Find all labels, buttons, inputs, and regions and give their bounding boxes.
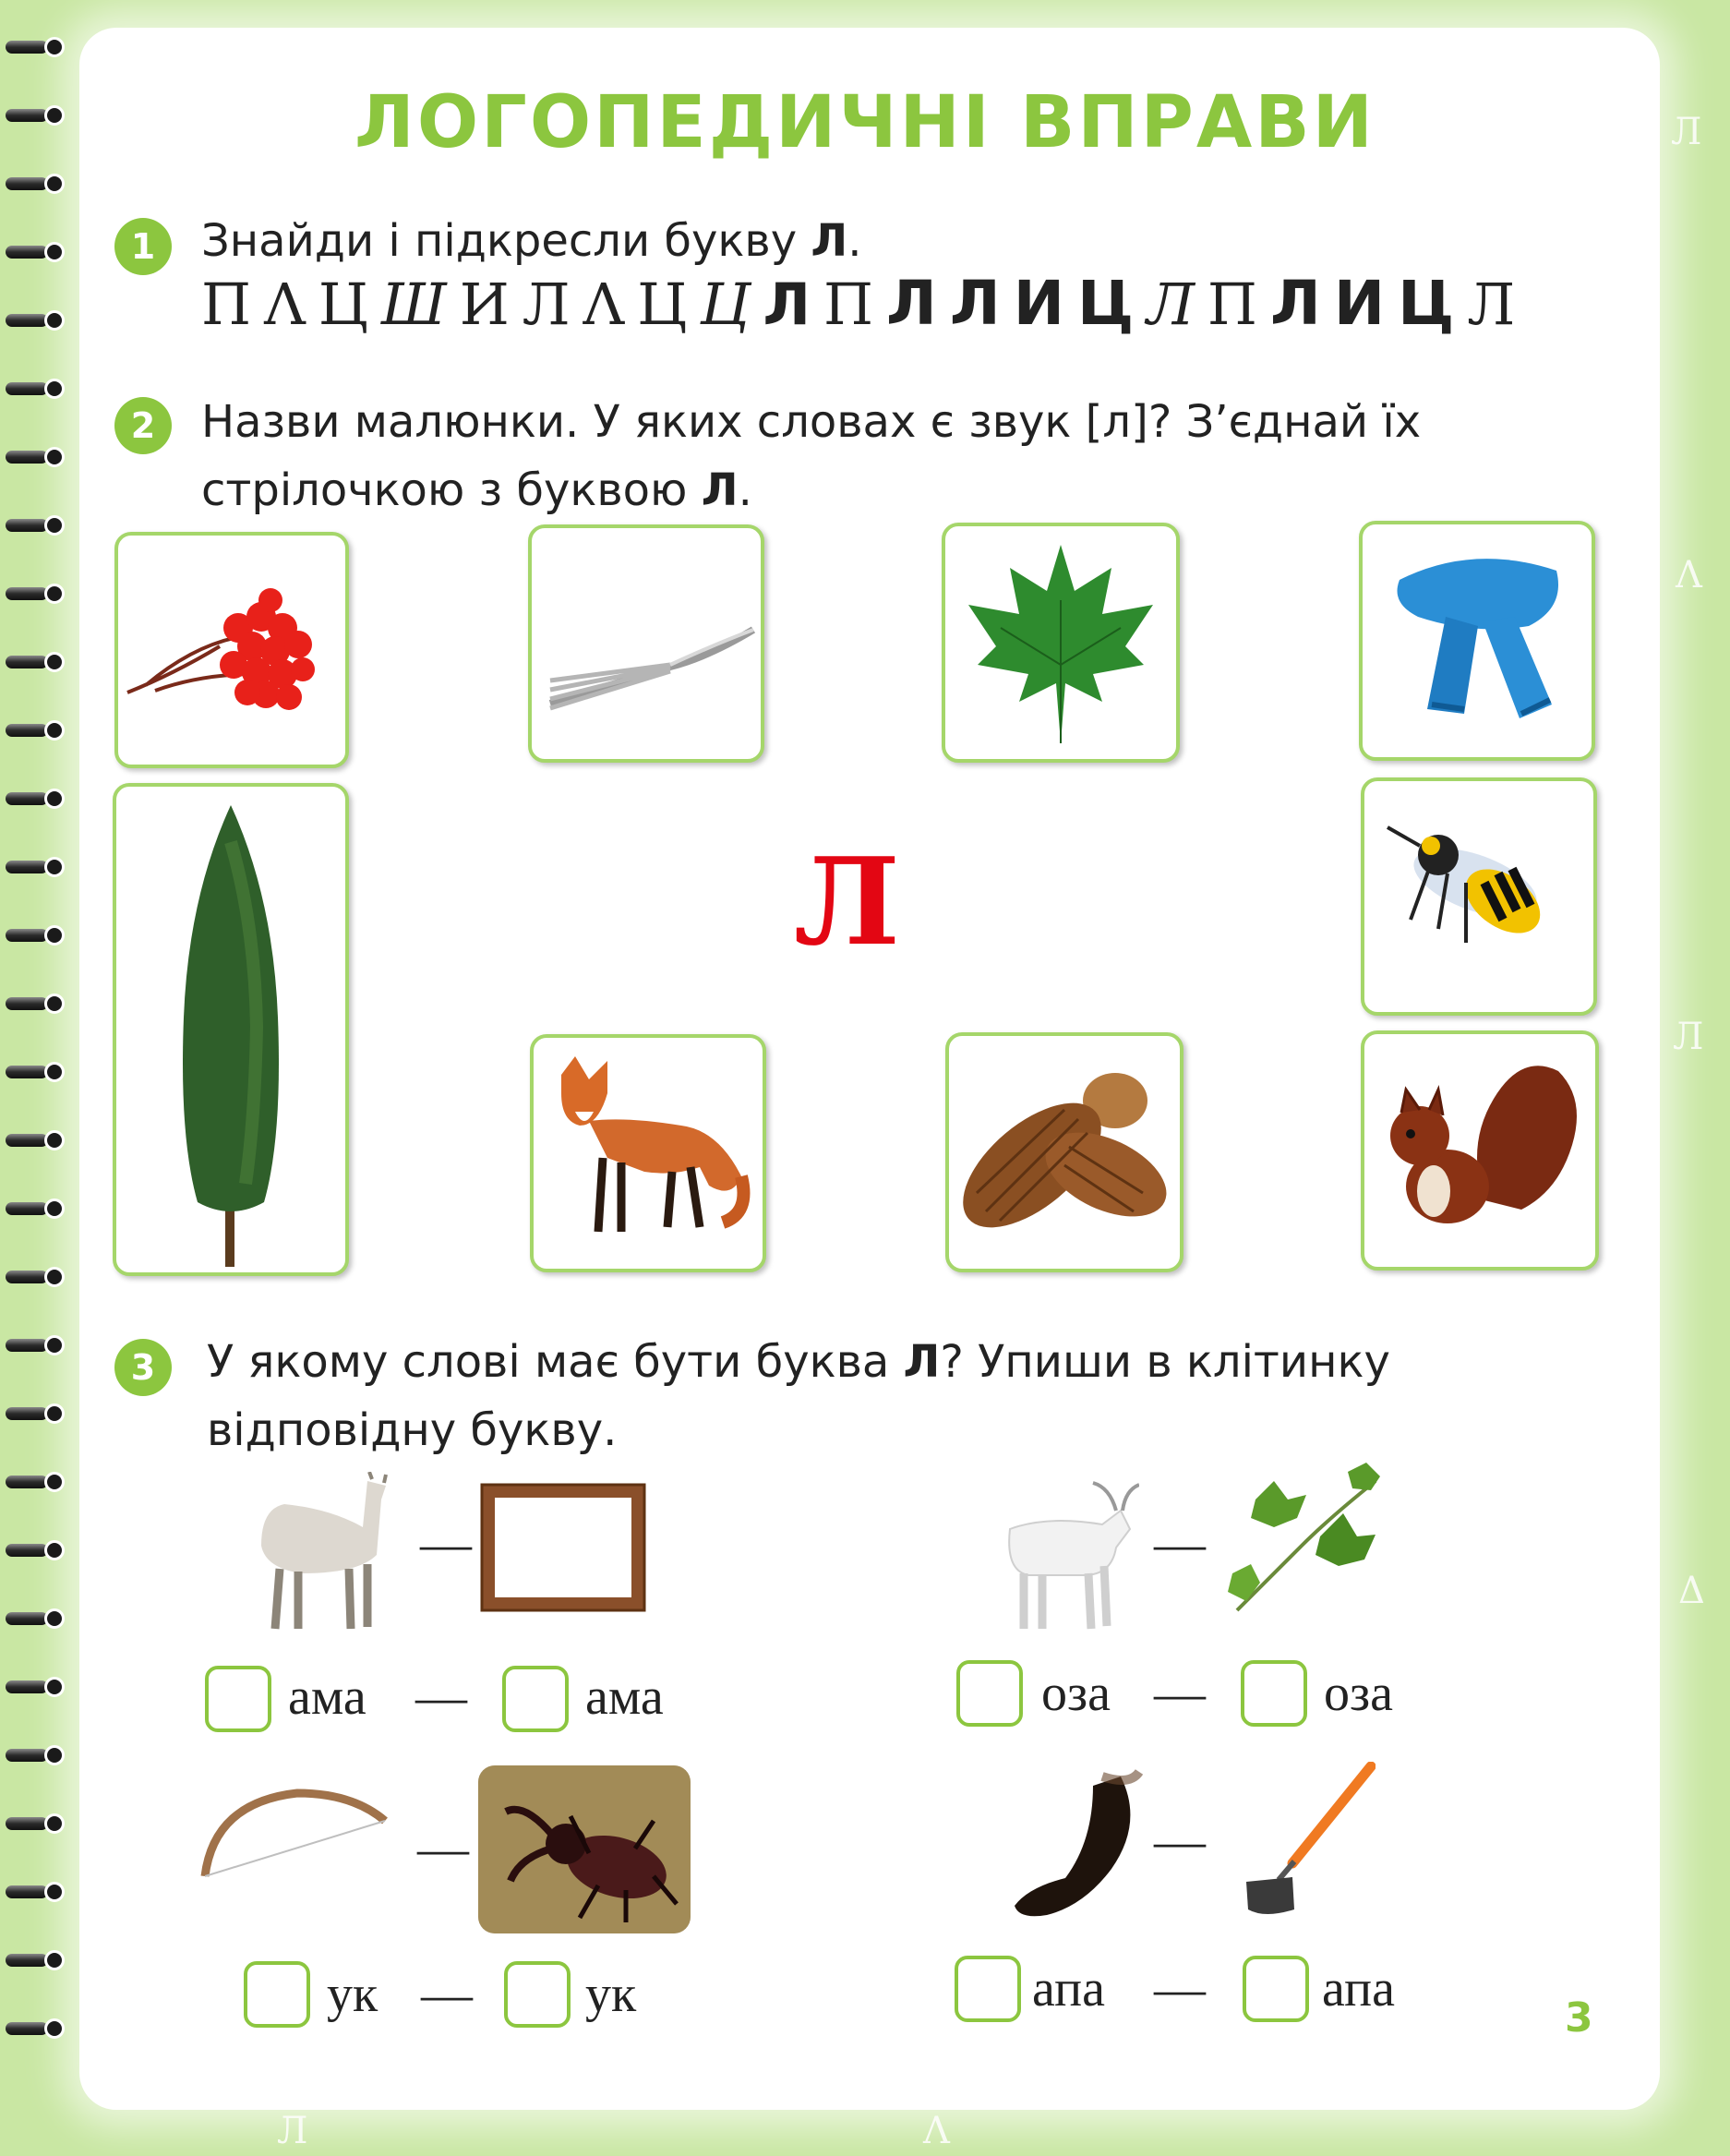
sequence-letter[interactable]: Ц xyxy=(637,271,688,338)
dash: — xyxy=(421,1966,473,2023)
coil-wire xyxy=(6,1612,48,1625)
dash: — xyxy=(420,1515,472,1572)
instruction-text: У якому слові має бути буква xyxy=(207,1336,904,1388)
instruction-letter: Л xyxy=(903,1336,941,1388)
maple-leaf-image xyxy=(945,526,1176,759)
coil-hole xyxy=(44,37,65,57)
coil-wire xyxy=(6,792,48,805)
coil-hole xyxy=(44,1335,65,1355)
paw-image xyxy=(1010,1767,1148,1930)
spiral-coil xyxy=(6,1608,63,1629)
coil-hole xyxy=(44,447,65,467)
letter-box[interactable] xyxy=(502,1666,569,1732)
spiral-coil xyxy=(6,1677,63,1697)
decor-letter: Δ xyxy=(1678,1570,1705,1612)
dash: — xyxy=(1154,1960,1206,2017)
poplar-tree-image xyxy=(116,787,345,1272)
spiral-coil xyxy=(6,1813,63,1834)
instruction-text: ? Упиши в клітинку xyxy=(940,1336,1390,1388)
coil-wire xyxy=(6,314,48,327)
exercise-2-instruction-line2 xyxy=(201,454,752,526)
coil-wire xyxy=(6,1885,48,1898)
coil-wire xyxy=(6,1066,48,1078)
coil-wire xyxy=(6,382,48,395)
letter-sequence xyxy=(201,268,1528,339)
coil-hole xyxy=(44,994,65,1014)
coil-hole xyxy=(44,584,65,604)
coil-hole xyxy=(44,1608,65,1629)
sequence-letter[interactable]: П xyxy=(201,271,252,338)
page-title: ЛОГОПЕДИЧНІ ВПРАВИ xyxy=(354,81,1376,164)
coil-hole xyxy=(44,1813,65,1834)
scarf-image xyxy=(1363,524,1592,757)
picture-card-poplar[interactable] xyxy=(113,783,349,1276)
coil-hole xyxy=(44,1267,65,1287)
word-ending: апа xyxy=(1032,1960,1105,2017)
spiral-coil xyxy=(6,1540,63,1560)
dash: — xyxy=(1154,1515,1206,1572)
instruction-letter: Л xyxy=(701,464,739,516)
picture-card-maple-leaf[interactable] xyxy=(942,523,1180,763)
sequence-letter[interactable]: Ц xyxy=(700,271,751,338)
sequence-letter[interactable]: П xyxy=(823,271,874,338)
coil-wire xyxy=(6,1749,48,1762)
coil-wire xyxy=(6,1134,48,1147)
exercise-2-instruction-line1: Назви малюнки. У яких словах є звук [л]? З’єднай їх xyxy=(201,396,1422,448)
spiral-coil xyxy=(6,1267,63,1287)
sequence-letter[interactable]: И xyxy=(1013,268,1064,339)
dash: — xyxy=(415,1668,467,1726)
spiral-coil xyxy=(6,1335,63,1355)
rowan-berries-image xyxy=(118,536,345,765)
bow-image xyxy=(196,1784,390,1885)
coil-hole xyxy=(44,1130,65,1150)
instruction-punct: . xyxy=(738,464,752,516)
coil-wire xyxy=(6,1544,48,1557)
sequence-letter[interactable]: П xyxy=(1207,271,1257,338)
sequence-letter[interactable]: И xyxy=(459,271,510,338)
picture-card-fork[interactable] xyxy=(528,524,764,763)
instruction-text: стрілочкою з буквою xyxy=(201,464,702,516)
goat-image xyxy=(991,1474,1139,1632)
coil-hole xyxy=(44,652,65,672)
sequence-letter[interactable]: Л xyxy=(949,268,1001,339)
squirrel-image xyxy=(1364,1034,1595,1267)
coil-wire xyxy=(6,177,48,190)
pine-cones-image xyxy=(949,1036,1180,1269)
coil-hole xyxy=(44,1745,65,1765)
word-ending: ама xyxy=(288,1668,366,1726)
coil-hole xyxy=(44,857,65,877)
letter-box[interactable] xyxy=(956,1660,1023,1727)
stag-beetle-image xyxy=(478,1765,691,1933)
coil-hole xyxy=(44,310,65,331)
picture-card-wasp[interactable] xyxy=(1361,777,1597,1016)
instruction-letter: Л xyxy=(811,215,848,267)
spiral-coil xyxy=(6,652,63,672)
decor-letter: Л xyxy=(1673,1016,1704,1058)
coil-wire xyxy=(6,1817,48,1830)
sequence-letter[interactable]: Λ xyxy=(583,271,625,338)
spiral-coil xyxy=(6,1198,63,1219)
sequence-letter[interactable]: Л xyxy=(1147,271,1195,338)
spiral-binding xyxy=(0,37,74,2124)
letter-box[interactable] xyxy=(1241,1660,1307,1727)
picture-card-pine-cones[interactable] xyxy=(945,1032,1183,1272)
sequence-letter[interactable]: Ц xyxy=(318,271,368,338)
sequence-letter[interactable]: Л xyxy=(763,271,811,338)
dash: — xyxy=(1154,1813,1206,1870)
letter-box[interactable] xyxy=(244,1961,310,2028)
spiral-coil xyxy=(6,379,63,399)
coil-hole xyxy=(44,1472,65,1492)
coil-hole xyxy=(44,1950,65,1970)
coil-wire xyxy=(6,1954,48,1967)
sequence-letter[interactable]: Ц xyxy=(1398,268,1455,339)
letter-box[interactable] xyxy=(955,1956,1021,2022)
word-ending: оза xyxy=(1041,1665,1111,1722)
picture-card-fox[interactable] xyxy=(530,1034,766,1272)
spiral-coil xyxy=(6,2018,63,2039)
coil-hole xyxy=(44,1062,65,1082)
spiral-coil xyxy=(6,447,63,467)
decor-letter: Λ xyxy=(923,2110,950,2152)
decor-letter: Л xyxy=(1671,111,1702,153)
picture-frame-image xyxy=(478,1481,648,1614)
wasp-image xyxy=(1364,781,1593,1012)
coil-hole xyxy=(44,1198,65,1219)
sequence-letter[interactable]: Ц xyxy=(1076,268,1135,339)
letter-box[interactable] xyxy=(1243,1956,1309,2022)
word-ending: ук xyxy=(327,1966,378,2023)
coil-hole xyxy=(44,242,65,262)
instruction-text: Знайди і підкресли букву xyxy=(201,215,811,267)
coil-wire xyxy=(6,1271,48,1283)
coil-wire xyxy=(6,451,48,464)
coil-hole xyxy=(44,2018,65,2039)
coil-wire xyxy=(6,1475,48,1488)
word-ending: оза xyxy=(1324,1665,1393,1722)
spiral-coil xyxy=(6,37,63,57)
spiral-coil xyxy=(6,310,63,331)
word-ending: ама xyxy=(585,1668,664,1726)
spiral-coil xyxy=(6,1745,63,1765)
spiral-coil xyxy=(6,1950,63,1970)
picture-card-squirrel[interactable] xyxy=(1361,1030,1599,1271)
coil-wire xyxy=(6,246,48,259)
sequence-letter[interactable]: Л xyxy=(886,268,937,339)
dash: — xyxy=(1154,1665,1206,1722)
dash: — xyxy=(417,1820,469,1877)
spiral-coil xyxy=(6,174,63,194)
page-number: 3 xyxy=(1565,1994,1593,2042)
letter-box[interactable] xyxy=(205,1666,271,1732)
coil-wire xyxy=(6,519,48,532)
word-ending: апа xyxy=(1322,1960,1395,2017)
coil-wire xyxy=(6,41,48,54)
sequence-letter[interactable]: Л xyxy=(1270,268,1321,339)
center-letter: Л xyxy=(794,831,900,972)
coil-wire xyxy=(6,997,48,1010)
coil-wire xyxy=(6,724,48,737)
coil-hole xyxy=(44,515,65,536)
spiral-coil xyxy=(6,1130,63,1150)
coil-hole xyxy=(44,1403,65,1424)
coil-wire xyxy=(6,656,48,668)
spiral-coil xyxy=(6,789,63,809)
coil-hole xyxy=(44,174,65,194)
coil-hole xyxy=(44,1540,65,1560)
coil-wire xyxy=(6,929,48,942)
fox-image xyxy=(534,1038,763,1269)
spiral-coil xyxy=(6,242,63,262)
spiral-coil xyxy=(6,857,63,877)
spiral-coil xyxy=(6,925,63,946)
coil-hole xyxy=(44,1882,65,1902)
exercise-1-instruction xyxy=(201,205,862,277)
exercise-2-number: 2 xyxy=(114,397,172,454)
sequence-letter[interactable]: Λ xyxy=(264,271,306,338)
coil-hole xyxy=(44,925,65,946)
spiral-coil xyxy=(6,994,63,1014)
vine-image xyxy=(1219,1463,1388,1629)
decor-letter: Л xyxy=(277,2110,308,2152)
hoe-image xyxy=(1237,1762,1376,1924)
word-ending: ук xyxy=(585,1966,637,2023)
exercise-3-number: 3 xyxy=(114,1339,172,1396)
sequence-letter[interactable]: Л xyxy=(1467,271,1516,338)
coil-hole xyxy=(44,379,65,399)
spiral-coil xyxy=(6,584,63,604)
decor-letter: Λ xyxy=(1676,554,1702,596)
spiral-coil xyxy=(6,720,63,741)
fork-image xyxy=(532,528,761,759)
llama-image xyxy=(247,1472,404,1634)
coil-wire xyxy=(6,2022,48,2035)
coil-wire xyxy=(6,1202,48,1215)
spiral-coil xyxy=(6,1403,63,1424)
coil-wire xyxy=(6,1339,48,1352)
coil-wire xyxy=(6,861,48,873)
coil-wire xyxy=(6,1680,48,1693)
sequence-letter[interactable]: Ш xyxy=(380,271,447,338)
coil-hole xyxy=(44,1677,65,1697)
exercise-3-instruction-line1 xyxy=(207,1326,1601,1398)
coil-wire xyxy=(6,587,48,600)
instruction-punct: . xyxy=(847,215,862,267)
picture-card-rowan[interactable] xyxy=(114,532,349,768)
spiral-coil xyxy=(6,1472,63,1492)
letter-box[interactable] xyxy=(504,1961,571,2028)
spiral-coil xyxy=(6,1882,63,1902)
coil-hole xyxy=(44,789,65,809)
exercise-1-number: 1 xyxy=(114,218,172,275)
picture-card-scarf[interactable] xyxy=(1359,521,1595,761)
spiral-coil xyxy=(6,1062,63,1082)
coil-hole xyxy=(44,720,65,741)
exercise-3-instruction-line2: відповідну букву. xyxy=(207,1404,618,1456)
sequence-letter[interactable]: Л xyxy=(522,271,571,338)
coil-wire xyxy=(6,1407,48,1420)
sequence-letter[interactable]: И xyxy=(1333,268,1386,339)
spiral-coil xyxy=(6,515,63,536)
